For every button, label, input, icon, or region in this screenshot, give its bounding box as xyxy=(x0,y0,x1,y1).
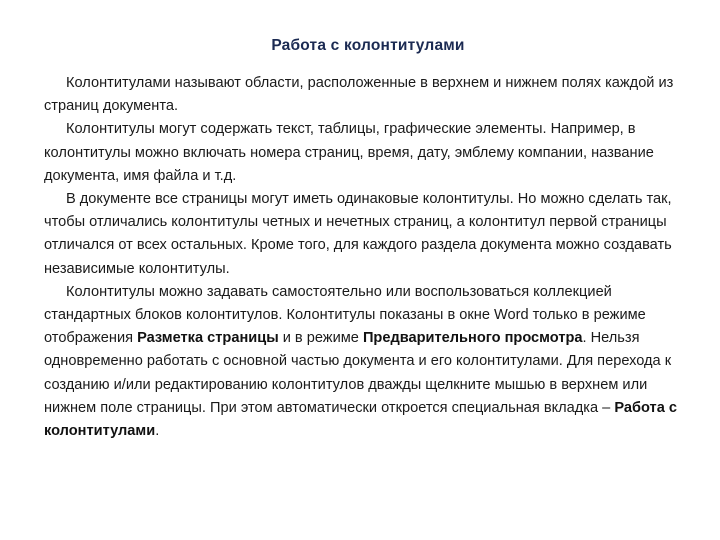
paragraph-usage xyxy=(44,281,684,443)
term-print-preview: Предварительного просмотра xyxy=(362,330,583,347)
term-header-footer-tab: Работа с колонтитулами xyxy=(44,399,677,440)
slide-body xyxy=(44,72,684,443)
usage-text-2: и в режиме xyxy=(278,330,363,347)
paragraph-definition: Колонтитулами называют области, расположенные в верхнем и нижнем полях каждой из страниц документа. xyxy=(44,75,674,115)
term-page-layout: Разметка страницы xyxy=(137,330,279,347)
slide-title: Работа с колонтитулами xyxy=(271,37,465,54)
usage-text-4: . xyxy=(155,423,160,440)
paragraph-contents: Колонтитулы могут содержать текст, таблицы, графические элементы. Например, в колонтитулы можно включать номера страниц, время, дату, эмблему компании, название документа, имя файла и т.д. xyxy=(44,121,654,184)
usage-text-3: . Нельзя одновременно работать с основной частью документа и его колонтитулами. Для перехода к созданию и/или редактированию колонтитулов дважды щелкните мышью в верхнем или нижнем поле страницы. При этом автоматически откроется специальная вкладка – xyxy=(44,330,672,416)
usage-text-1: Колонтитулы можно задавать самостоятельно или воспользоваться коллекцией стандартных блоков колонтитулов. Колонтитулы показаны в окне Word только в режиме отображения xyxy=(44,283,646,347)
paragraph-odd-even: В документе все страницы могут иметь одинаковые колонтитулы. Но можно сделать так, чтобы отличались колонтитулы четных и нечетных страниц, а колонтитул первой страницы отличался от всех остальных. Кроме того, для каждого раздела документа можно создавать независимые колонтитулы. xyxy=(44,191,672,277)
